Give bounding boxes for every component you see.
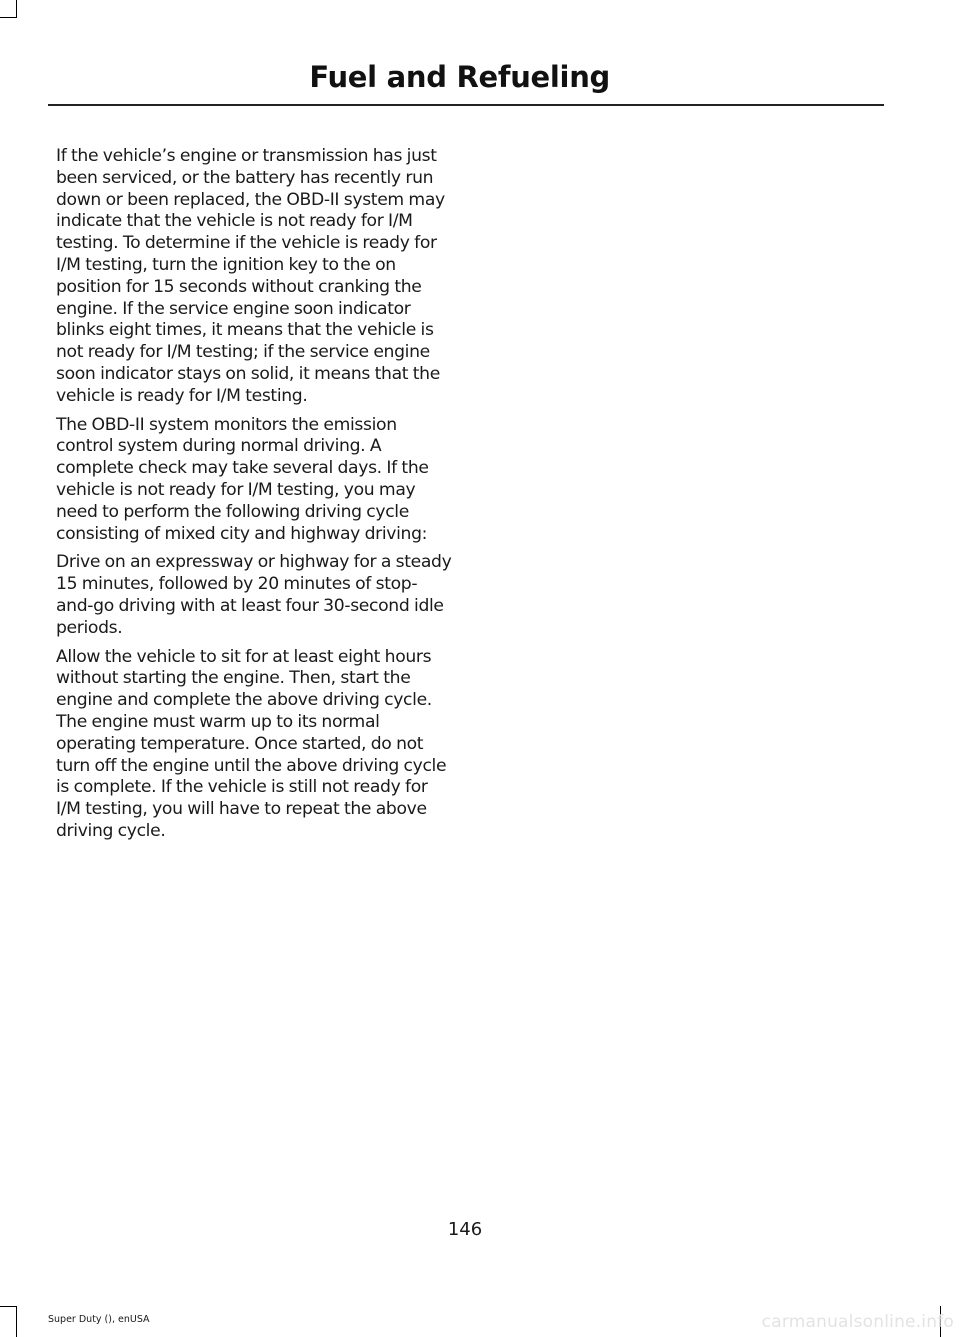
paragraph-readiness-check: If the vehicle’s engine or transmission has just been serviced, or the battery has recently run down or been replaced, the OBD-II system may indicate that the vehicle is not ready for I/M testing. To determine if the vehicle is ready for I/M testing, turn the ignition key to the on position for 15 seconds without cranking the engine. If the service engine soon indicator blinks eight times, it means that the vehicle is not ready for I/M testing; if the service engine soon indicator stays on solid, it means that the vehicle is ready for I/M testing.	[56, 146, 445, 406]
body-text-column	[56, 146, 454, 850]
header-rule	[48, 104, 884, 106]
paragraph-drive-cycle-step-2: Allow the vehicle to sit for at least eight hours without starting the engine. Then, start the engine and complete the above driving cycle. The engine must warm up to its normal operating temperature. Once started, do not turn off the engine until the above driving cycle is complete. If the vehicle is still not ready for I/M testing, you will have to repeat the above driving cycle.	[56, 646, 447, 841]
watermark: carmanualsonline.info	[761, 1312, 954, 1332]
crop-mark-bottom-left-horizontal	[0, 1306, 17, 1307]
paragraph-drive-cycle-step-1: Drive on an expressway or highway for a steady 15 minutes, followed by 20 minutes of stop-and-go driving with at least four 30-second idle periods.	[56, 552, 452, 638]
footer-edition-note: Super Duty (), enUSA	[48, 1314, 150, 1325]
paragraph-obd-monitoring: The OBD-II system monitors the emission control system during normal driving. A complete check may take several days. If the vehicle is not ready for I/M testing, you may need to perform the following driving cycle consisting of mixed city and highway driving:	[56, 414, 429, 544]
crop-mark-bottom-left-vertical	[16, 1306, 17, 1337]
crop-mark-top-left-horizontal	[0, 17, 17, 18]
page-number: 146	[447, 1219, 483, 1240]
page-title: Fuel and Refueling	[309, 60, 610, 94]
crop-mark-top-left-vertical	[16, 0, 17, 18]
